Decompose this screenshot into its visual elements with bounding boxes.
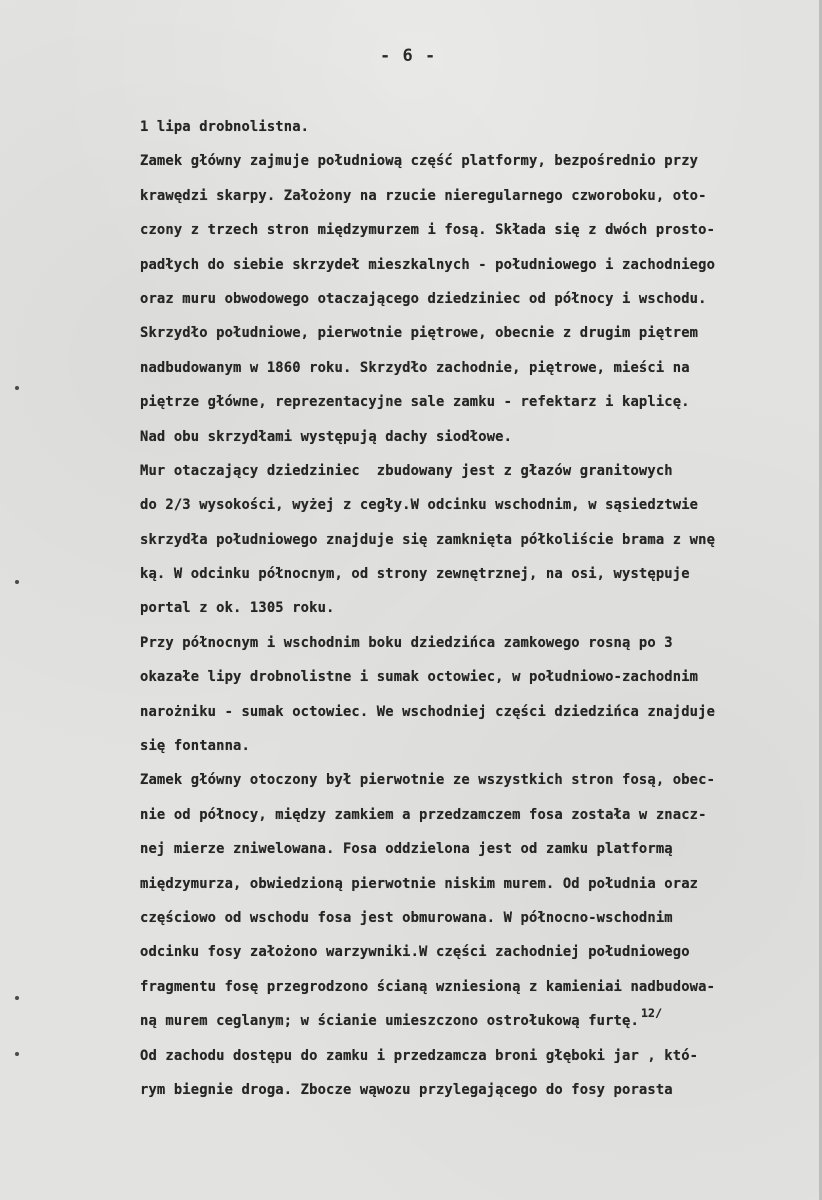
text-line: Nad obu skrzydłami występują dachy siodłowe. xyxy=(140,428,513,445)
text-line: piętrze główne, reprezentacyjne sale zamku - refektarz i kaplicę. xyxy=(140,394,690,411)
text-line: nadbudowanym w 1860 roku. Skrzydło zachodnie, piętrowe, mieści na xyxy=(140,359,690,376)
text-line: rym biegnie droga. Zbocze wąwozu przylegającego do fosy porasta xyxy=(140,1081,673,1098)
text-line: Przy północnym i wschodnim boku dziedzińca zamkowego rosną po 3 xyxy=(140,634,673,651)
text-line: ką. W odcinku północnym, od strony zewnętrznej, na osi, występuje xyxy=(140,566,690,583)
text-line: nie od północy, między zamkiem a przedzamczem fosa została w znacz- xyxy=(140,806,707,823)
margin-mark xyxy=(15,580,19,584)
text-line: Skrzydło południowe, pierwotnie piętrowe, obecnie z drugim piętrem xyxy=(140,325,699,342)
text-line: się fontanna. xyxy=(140,738,250,755)
text-line: fragmentu fosę przegrodzono ścianą wzniesioną z kamieniai nadbudowa- xyxy=(140,978,716,995)
text-line: międzymurza, obwiedzioną pierwotnie niskim murem. Od południa oraz xyxy=(140,875,699,892)
margin-mark xyxy=(15,996,19,1000)
text-line: Od zachodu dostępu do zamku i przedzamcza broni głęboki jar , któ- xyxy=(140,1047,699,1064)
text-line: nej mierze zniwelowana. Fosa oddzielona jest od zamku platformą xyxy=(140,841,673,858)
margin-mark xyxy=(15,1052,19,1056)
text-line: portal z ok. 1305 roku. xyxy=(140,600,335,617)
text-line: do 2/3 wysokości, wyżej z cegły.W odcinku wschodnim, w sąsiedztwie xyxy=(140,497,699,514)
text-line: Mur otaczający dziedziniec zbudowany jest z głazów granitowych xyxy=(140,462,673,479)
text-line: 1 lipa drobnolistna. xyxy=(140,119,310,135)
margin-mark xyxy=(15,386,19,390)
text-line: odcinku fosy założono warzywniki.W części zachodniej południowego xyxy=(140,944,690,961)
text-line: narożniku - sumak octowiec. We wschodniej części dziedzińca znajduje xyxy=(140,703,716,720)
text-line: oraz muru obwodowego otaczającego dziedziniec od północy i wschodu. xyxy=(140,290,707,307)
page-number: - 6 - xyxy=(380,46,437,66)
text-line: krawędzi skarpy. Założony na rzucie nieregularnego czworoboku, oto- xyxy=(140,187,707,204)
text-line: czony z trzech stron międzymurzem i fosą. Składa się z dwóch prosto- xyxy=(140,222,716,239)
footnote-reference: 12/ xyxy=(640,1006,663,1021)
text-line: Zamek główny otoczony był pierwotnie ze wszystkich stron fosą, obec- xyxy=(140,772,716,789)
text-line: ną murem ceglanym; w ścianie umieszczono ostrołukową furtę. $^{12/}$ xyxy=(140,1006,663,1030)
text-line: okazałe lipy drobnolistne i sumak octowiec, w południowo-zachodnim xyxy=(140,669,699,686)
text-line: skrzydła południowego znajduje się zamknięta półkoliście brama z wnę xyxy=(140,531,716,548)
page-body xyxy=(140,114,822,1111)
text-line: częściowo od wschodu fosa jest obmurowana. W północno-wschodnim xyxy=(140,909,673,926)
text-line: padłych do siebie skrzydeł mieszkalnych - południowego i zachodniego xyxy=(140,256,716,273)
text-line: Zamek główny zajmuje południową część platformy, bezpośrednio przy xyxy=(140,153,699,170)
